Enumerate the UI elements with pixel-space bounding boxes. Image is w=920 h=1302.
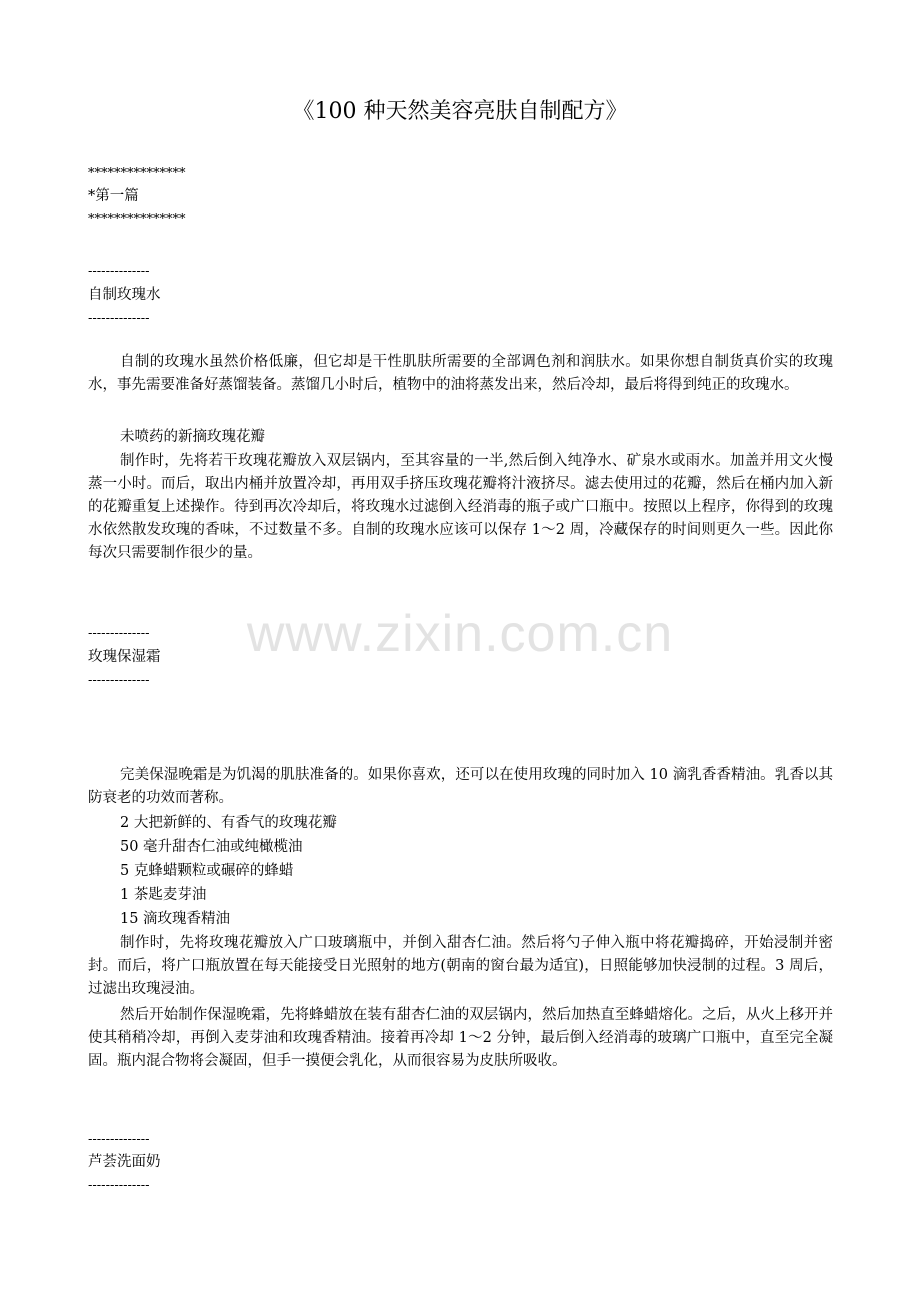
section-1-divider-bottom: -------------- xyxy=(88,311,150,326)
watermark: www.zixin.com.cn xyxy=(246,605,674,663)
section-1-divider-top: -------------- xyxy=(88,264,150,279)
section-1-heading: 自制玫瑰水 xyxy=(88,287,161,303)
section-2-step-2: 然后开始制作保湿晚霜，先将蜂蜡放在装有甜杏仁油的双层锅内，然后加热直至蜂蜡熔化。之后，从火上移开并使其稍稍冷却，再倒入麦芽油和玫瑰香精油。接着再冷却 1～2 分钟，最后倒入经消毒的玻璃广口瓶中，直至完全凝固。瓶内混合物将会凝固，但手一摸便会乳化，从而很容易为皮肤所吸收。 xyxy=(88,1007,833,1069)
section-1-paragraph-2: 制作时，先将若干玫瑰花瓣放入双层锅内，至其容量的一半,然后倒入纯净水、矿泉水或雨水。加盖并用文火慢蒸一小时。而后，取出内桶并放置冷却，再用双手挤压玫瑰花瓣将汁液挤尽。滤去使用过的花瓣，然后在桶内加入新的花瓣重复上述操作。待到再次冷却后，将玫瑰水过滤倒入经消毒的瓶子或广口瓶中。按照以上程序，你得到的玫瑰水依然散发玫瑰的香味，不过数量不多。自制的玫瑰水应该可以保存 1～2 周，冷藏保存的时间则更久一些。因此你每次只需要制作很少的量。 xyxy=(88,453,833,561)
section-2-step-1: 制作时，先将玫瑰花瓣放入广口玻璃瓶中，并倒入甜杏仁油。然后将勺子伸入瓶中将花瓣捣碎，开始浸制并密封。而后，将广口瓶放置在每天能接受日光照射的地方(朝南的窗台最为适宜)，日照能够加快浸制的过程。3 周后，过滤出玫瑰浸油。 xyxy=(88,935,833,997)
section-2-intro: 完美保湿晚霜是为饥渴的肌肤准备的。如果你喜欢，还可以在使用玫瑰的同时加入 10 滴乳香香精油。乳香以其防衰老的功效而著称。 xyxy=(88,767,833,806)
section-2-heading: 玫瑰保湿霜 xyxy=(88,649,161,665)
part-stars-top: *************** xyxy=(88,166,186,181)
section-2-ingredient-1: 2 大把新鲜的、有香气的玫瑰花瓣 xyxy=(120,815,337,831)
section-3-divider-bottom: -------------- xyxy=(88,1178,150,1193)
section-3-heading: 芦荟洗面奶 xyxy=(88,1154,161,1170)
part-stars-bottom: *************** xyxy=(88,212,186,227)
section-2-divider-top: -------------- xyxy=(88,626,150,641)
section-3-divider-top: -------------- xyxy=(88,1132,150,1147)
section-1-paragraph-1: 自制的玫瑰水虽然价格低廉，但它却是干性肌肤所需要的全部调色剂和润肤水。如果你想自制货真价实的玫瑰水，事先需要准备好蒸馏装备。蒸馏几小时后，植物中的油将蒸发出来，然后冷却，最后将得到纯正的玫瑰水。 xyxy=(88,354,833,393)
document-title: 《100 种天然美容亮肤自制配方》 xyxy=(292,99,628,124)
section-2-ingredient-4: 1 茶匙麦芽油 xyxy=(120,887,207,903)
section-2-ingredient-5: 15 滴玫瑰香精油 xyxy=(120,911,231,927)
section-2-ingredient-3: 5 克蜂蜡颗粒或碾碎的蜂蜡 xyxy=(120,863,294,879)
part-label: *第一篇 xyxy=(88,188,139,204)
section-2-divider-bottom: -------------- xyxy=(88,673,150,688)
section-2-ingredient-2: 50 毫升甜杏仁油或纯橄榄油 xyxy=(120,839,303,855)
section-1-ingredient: 未喷药的新摘玫瑰花瓣 xyxy=(120,429,265,445)
